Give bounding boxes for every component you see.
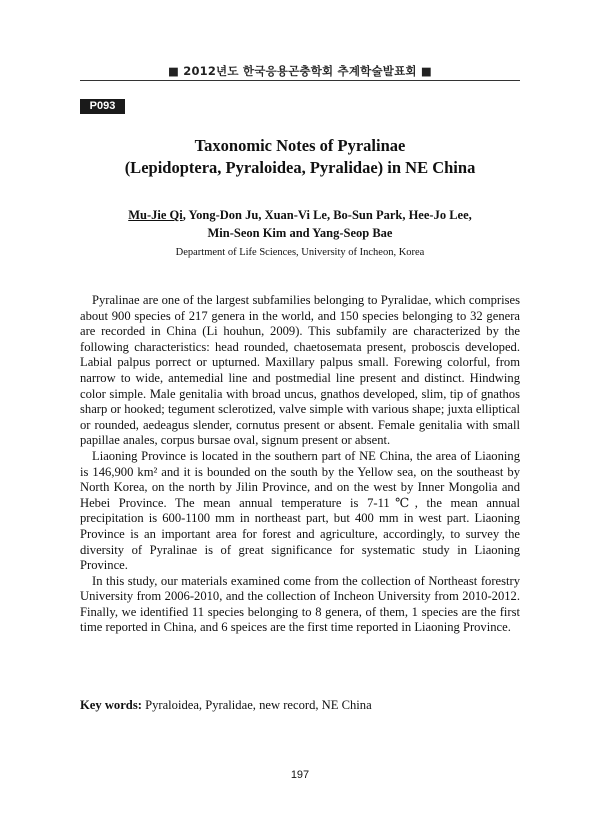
conference-header: ■ 2012년도 한국응용곤충학회 추계학술발표회 ■	[167, 64, 432, 78]
abstract-body	[80, 293, 520, 636]
keywords-text: Pyraloidea, Pyralidae, new record, NE China	[141, 698, 372, 712]
presenting-author: Mu-Jie Qi	[128, 208, 183, 222]
authors-line-1	[80, 206, 520, 224]
abstract-paragraph-2: Liaoning Province is located in the southern part of NE China, the area of Liaoning is 146,900 km² and it is bounded on the south by the Yellow sea, on the southeast by North Korea, on the north by Jilin Province, and on the west by Inner Mongolia and Hebei Province. The mean annual temperature is 7-11℃, the mean annual precipitation is 600-1100 mm in northeast part, but 400 mm in west part. Liaoning Province is an important area for forest and agriculture, accordingly, to survey the diversity of Pyralinae is of great significance for systematic study in Liaoning Province.	[80, 448, 520, 573]
title-line-1: Taxonomic Notes of Pyralinae	[194, 136, 406, 155]
keywords	[80, 697, 520, 713]
presentation-code-badge: P093	[80, 99, 125, 114]
abstract-paragraph-1: Pyralinae are one of the largest subfamilies belonging to Pyralidae, which comprises about 900 species of 217 genera in the world, and 150 species belonging to 32 genera are recorded in China (Li houhun, 2009). This subfamily are characterized by the following characteristics: head rounded, chaetosemata present, proboscis developed. Labial palpus porrect or upturned. Maxillary palpus small. Forewing colorful, from narrow to wide, antemedial line and postmedial line present and distinct. Hindwing color simple. Male genitalia with broad uncus, gnathos developed, slim, tip of gnathos sharp or hooked; tegument sclerotized, valve simple with various shape; juxta elliptical or rounded, aedeagus slender, cornutus present or absent. Female genitalia with small papillae anales, corpus bursae oval, signum present or absent.	[80, 293, 520, 448]
author-list	[80, 206, 520, 242]
co-authors-1: , Yong-Don Ju, Xuan-Vi Le, Bo-Sun Park, Hee-Jo Lee,	[182, 208, 472, 222]
header-divider	[80, 80, 520, 81]
authors-line-2: Min-Seon Kim and Yang-Seop Bae	[207, 226, 393, 240]
paper-title	[80, 135, 520, 179]
keywords-label: Key words:	[80, 698, 142, 712]
title-line-2: (Lepidoptera, Pyraloidea, Pyralidae) in NE China	[124, 158, 476, 177]
affiliation: Department of Life Sciences, University of Incheon, Korea	[175, 247, 425, 258]
abstract-paragraph-3: In this study, our materials examined come from the collection of Northeast forestry University from 2006-2010, and the collection of Incheon University from 2010-2012. Finally, we identified 11 species belonging to 8 genera, of them, 1 species are the first time reported in China, and 6 speices are the first time reported in Liaoning Province.	[80, 573, 520, 635]
page-number: 197	[290, 769, 310, 781]
